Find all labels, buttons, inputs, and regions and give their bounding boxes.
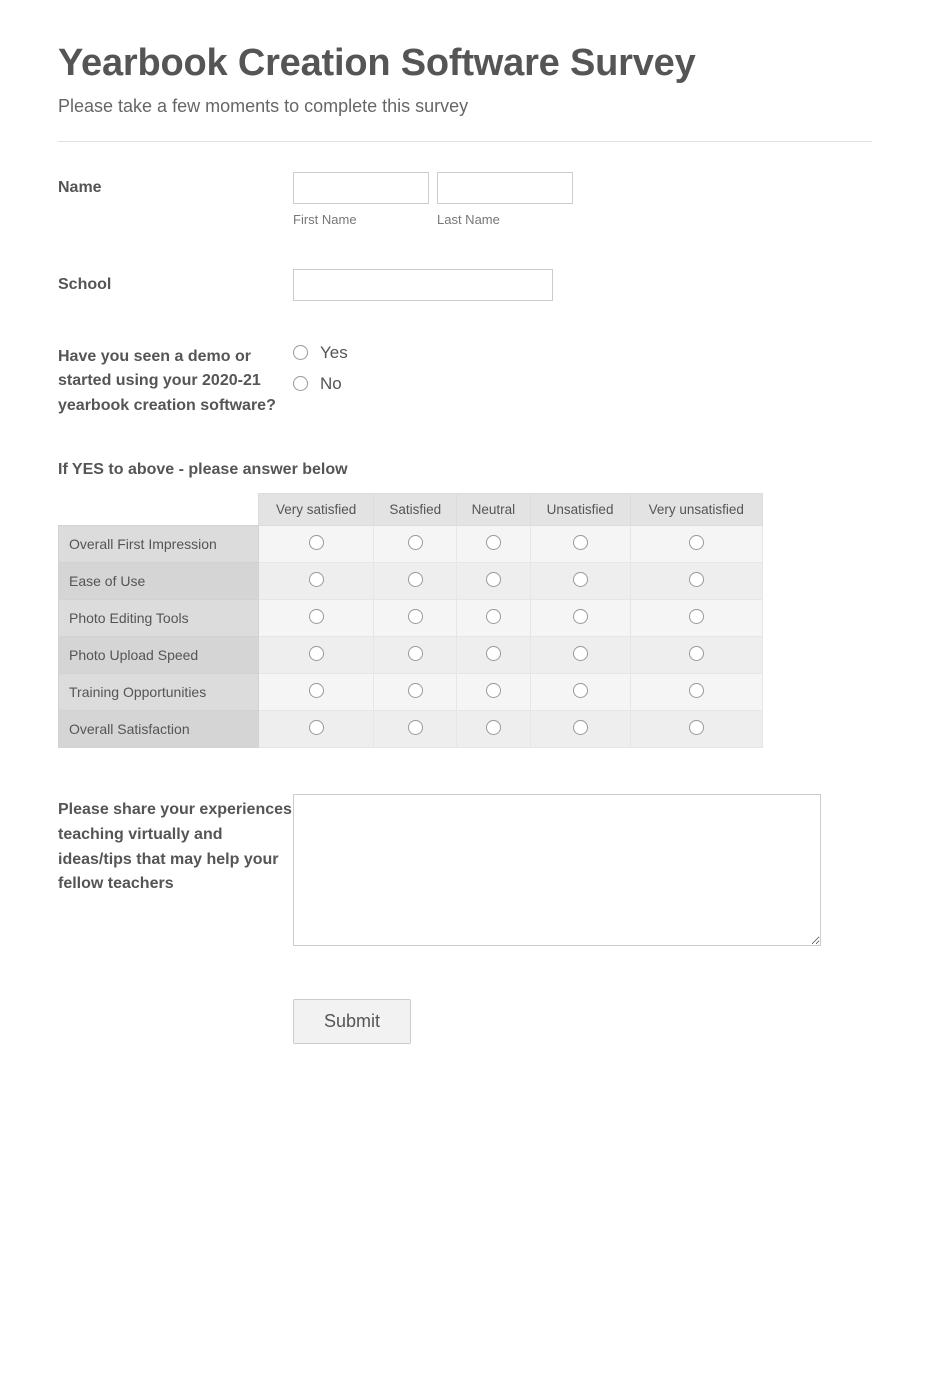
matrix-cell[interactable] xyxy=(530,563,630,600)
radio-circle-icon[interactable] xyxy=(408,683,423,698)
matrix-column-header: Very satisfied xyxy=(259,494,374,526)
radio-circle-icon[interactable] xyxy=(408,609,423,624)
demo-question-options xyxy=(293,341,872,405)
table-row xyxy=(59,637,763,674)
matrix-cell[interactable] xyxy=(259,526,374,563)
matrix-corner-cell xyxy=(59,494,259,526)
matrix-cell[interactable] xyxy=(630,637,762,674)
matrix-cell[interactable] xyxy=(530,600,630,637)
radio-circle-icon[interactable] xyxy=(573,646,588,661)
radio-circle-icon[interactable] xyxy=(486,535,501,550)
matrix-cell[interactable] xyxy=(530,711,630,748)
matrix-cell[interactable] xyxy=(259,674,374,711)
page-title: Yearbook Creation Software Survey xyxy=(58,42,696,84)
matrix-header-row xyxy=(59,494,763,526)
radio-circle-icon[interactable] xyxy=(486,646,501,661)
matrix-cell[interactable] xyxy=(259,711,374,748)
matrix-cell[interactable] xyxy=(457,526,530,563)
radio-circle-icon[interactable] xyxy=(408,535,423,550)
comments-label: Please share your experiences teaching virtually and ideas/tips that may help your fellow teachers xyxy=(58,801,292,893)
radio-circle-icon[interactable] xyxy=(309,720,324,735)
radio-circle-icon[interactable] xyxy=(689,720,704,735)
matrix-cell[interactable] xyxy=(457,637,530,674)
radio-circle-icon[interactable] xyxy=(689,683,704,698)
matrix-column-header: Unsatisfied xyxy=(530,494,630,526)
matrix-cell[interactable] xyxy=(530,674,630,711)
radio-circle-icon[interactable] xyxy=(408,646,423,661)
matrix-column-header: Neutral xyxy=(457,494,530,526)
matrix-cell[interactable] xyxy=(630,526,762,563)
first-name-sublabel: First Name xyxy=(293,211,357,227)
matrix-column-header: Very unsatisfied xyxy=(630,494,762,526)
comments-field-control xyxy=(293,794,872,951)
radio-circle-icon[interactable] xyxy=(408,572,423,587)
radio-circle-icon[interactable] xyxy=(309,609,324,624)
matrix-cell[interactable] xyxy=(374,674,457,711)
matrix-cell[interactable] xyxy=(630,674,762,711)
radio-circle-icon[interactable] xyxy=(309,572,324,587)
comments-field-row xyxy=(58,794,872,951)
radio-circle-icon[interactable] xyxy=(309,535,324,550)
school-label: School xyxy=(58,275,112,293)
table-row xyxy=(59,674,763,711)
matrix-cell[interactable] xyxy=(457,711,530,748)
comments-textarea[interactable] xyxy=(293,794,821,946)
matrix-cell[interactable] xyxy=(530,526,630,563)
matrix-cell[interactable] xyxy=(374,600,457,637)
matrix-row-label: Photo Upload Speed xyxy=(59,637,259,674)
matrix-cell[interactable] xyxy=(630,600,762,637)
matrix-cell[interactable] xyxy=(259,563,374,600)
matrix-cell[interactable] xyxy=(259,600,374,637)
matrix-heading: If YES to above - please answer below xyxy=(58,461,348,479)
name-field-row xyxy=(58,172,872,227)
matrix-row-label: Overall Satisfaction xyxy=(59,711,259,748)
first-name-input[interactable] xyxy=(293,172,429,204)
radio-circle-icon[interactable] xyxy=(689,646,704,661)
radio-circle-icon[interactable] xyxy=(486,720,501,735)
school-field-row xyxy=(58,269,872,301)
header-divider xyxy=(58,141,872,142)
radio-circle-icon[interactable] xyxy=(408,720,423,735)
matrix-row-label: Overall First Impression xyxy=(59,526,259,563)
matrix-cell[interactable] xyxy=(630,563,762,600)
radio-circle-icon[interactable] xyxy=(573,535,588,550)
matrix-cell[interactable] xyxy=(374,563,457,600)
matrix-cell[interactable] xyxy=(457,563,530,600)
page-subtitle: Please take a few moments to complete this survey xyxy=(58,95,469,116)
matrix-cell[interactable] xyxy=(457,600,530,637)
demo-question-label: Have you seen a demo or started using your 2020-21 yearbook creation software? xyxy=(58,347,276,415)
matrix-column-header: Satisfied xyxy=(374,494,457,526)
radio-option-no[interactable] xyxy=(293,374,872,394)
radio-circle-icon[interactable] xyxy=(309,683,324,698)
matrix-row-label: Photo Editing Tools xyxy=(59,600,259,637)
matrix-row-label: Ease of Use xyxy=(59,563,259,600)
radio-circle-icon[interactable] xyxy=(486,609,501,624)
radio-circle-icon[interactable] xyxy=(573,720,588,735)
school-field-control xyxy=(293,269,872,301)
radio-circle-icon[interactable] xyxy=(486,572,501,587)
matrix-cell[interactable] xyxy=(374,526,457,563)
last-name-input[interactable] xyxy=(437,172,573,204)
radio-label-yes: Yes xyxy=(320,342,348,362)
matrix-row-label: Training Opportunities xyxy=(59,674,259,711)
matrix-cell[interactable] xyxy=(374,637,457,674)
radio-circle-icon[interactable] xyxy=(309,646,324,661)
submit-button[interactable]: Submit xyxy=(293,999,411,1044)
table-row xyxy=(59,526,763,563)
last-name-sublabel: Last Name xyxy=(437,211,500,227)
radio-label-no: No xyxy=(320,373,342,393)
name-label: Name xyxy=(58,178,102,196)
radio-option-yes[interactable] xyxy=(293,343,872,363)
radio-circle-icon[interactable] xyxy=(573,572,588,587)
radio-circle-icon[interactable] xyxy=(573,609,588,624)
radio-circle-icon[interactable] xyxy=(689,535,704,550)
table-row xyxy=(59,600,763,637)
radio-circle-icon[interactable] xyxy=(486,683,501,698)
radio-circle-icon[interactable] xyxy=(689,609,704,624)
school-input[interactable] xyxy=(293,269,553,301)
matrix-cell[interactable] xyxy=(374,711,457,748)
matrix-cell[interactable] xyxy=(457,674,530,711)
table-row xyxy=(59,563,763,600)
matrix-cell[interactable] xyxy=(630,711,762,748)
submit-row xyxy=(58,999,872,1044)
radio-circle-icon[interactable] xyxy=(689,572,704,587)
demo-question-row xyxy=(58,341,872,419)
table-row xyxy=(59,711,763,748)
matrix-cell[interactable] xyxy=(259,637,374,674)
matrix-cell[interactable] xyxy=(530,637,630,674)
radio-circle-icon[interactable] xyxy=(573,683,588,698)
name-field-control xyxy=(293,172,872,227)
satisfaction-matrix xyxy=(58,493,763,748)
radio-circle-icon[interactable] xyxy=(293,376,308,391)
radio-circle-icon[interactable] xyxy=(293,345,308,360)
